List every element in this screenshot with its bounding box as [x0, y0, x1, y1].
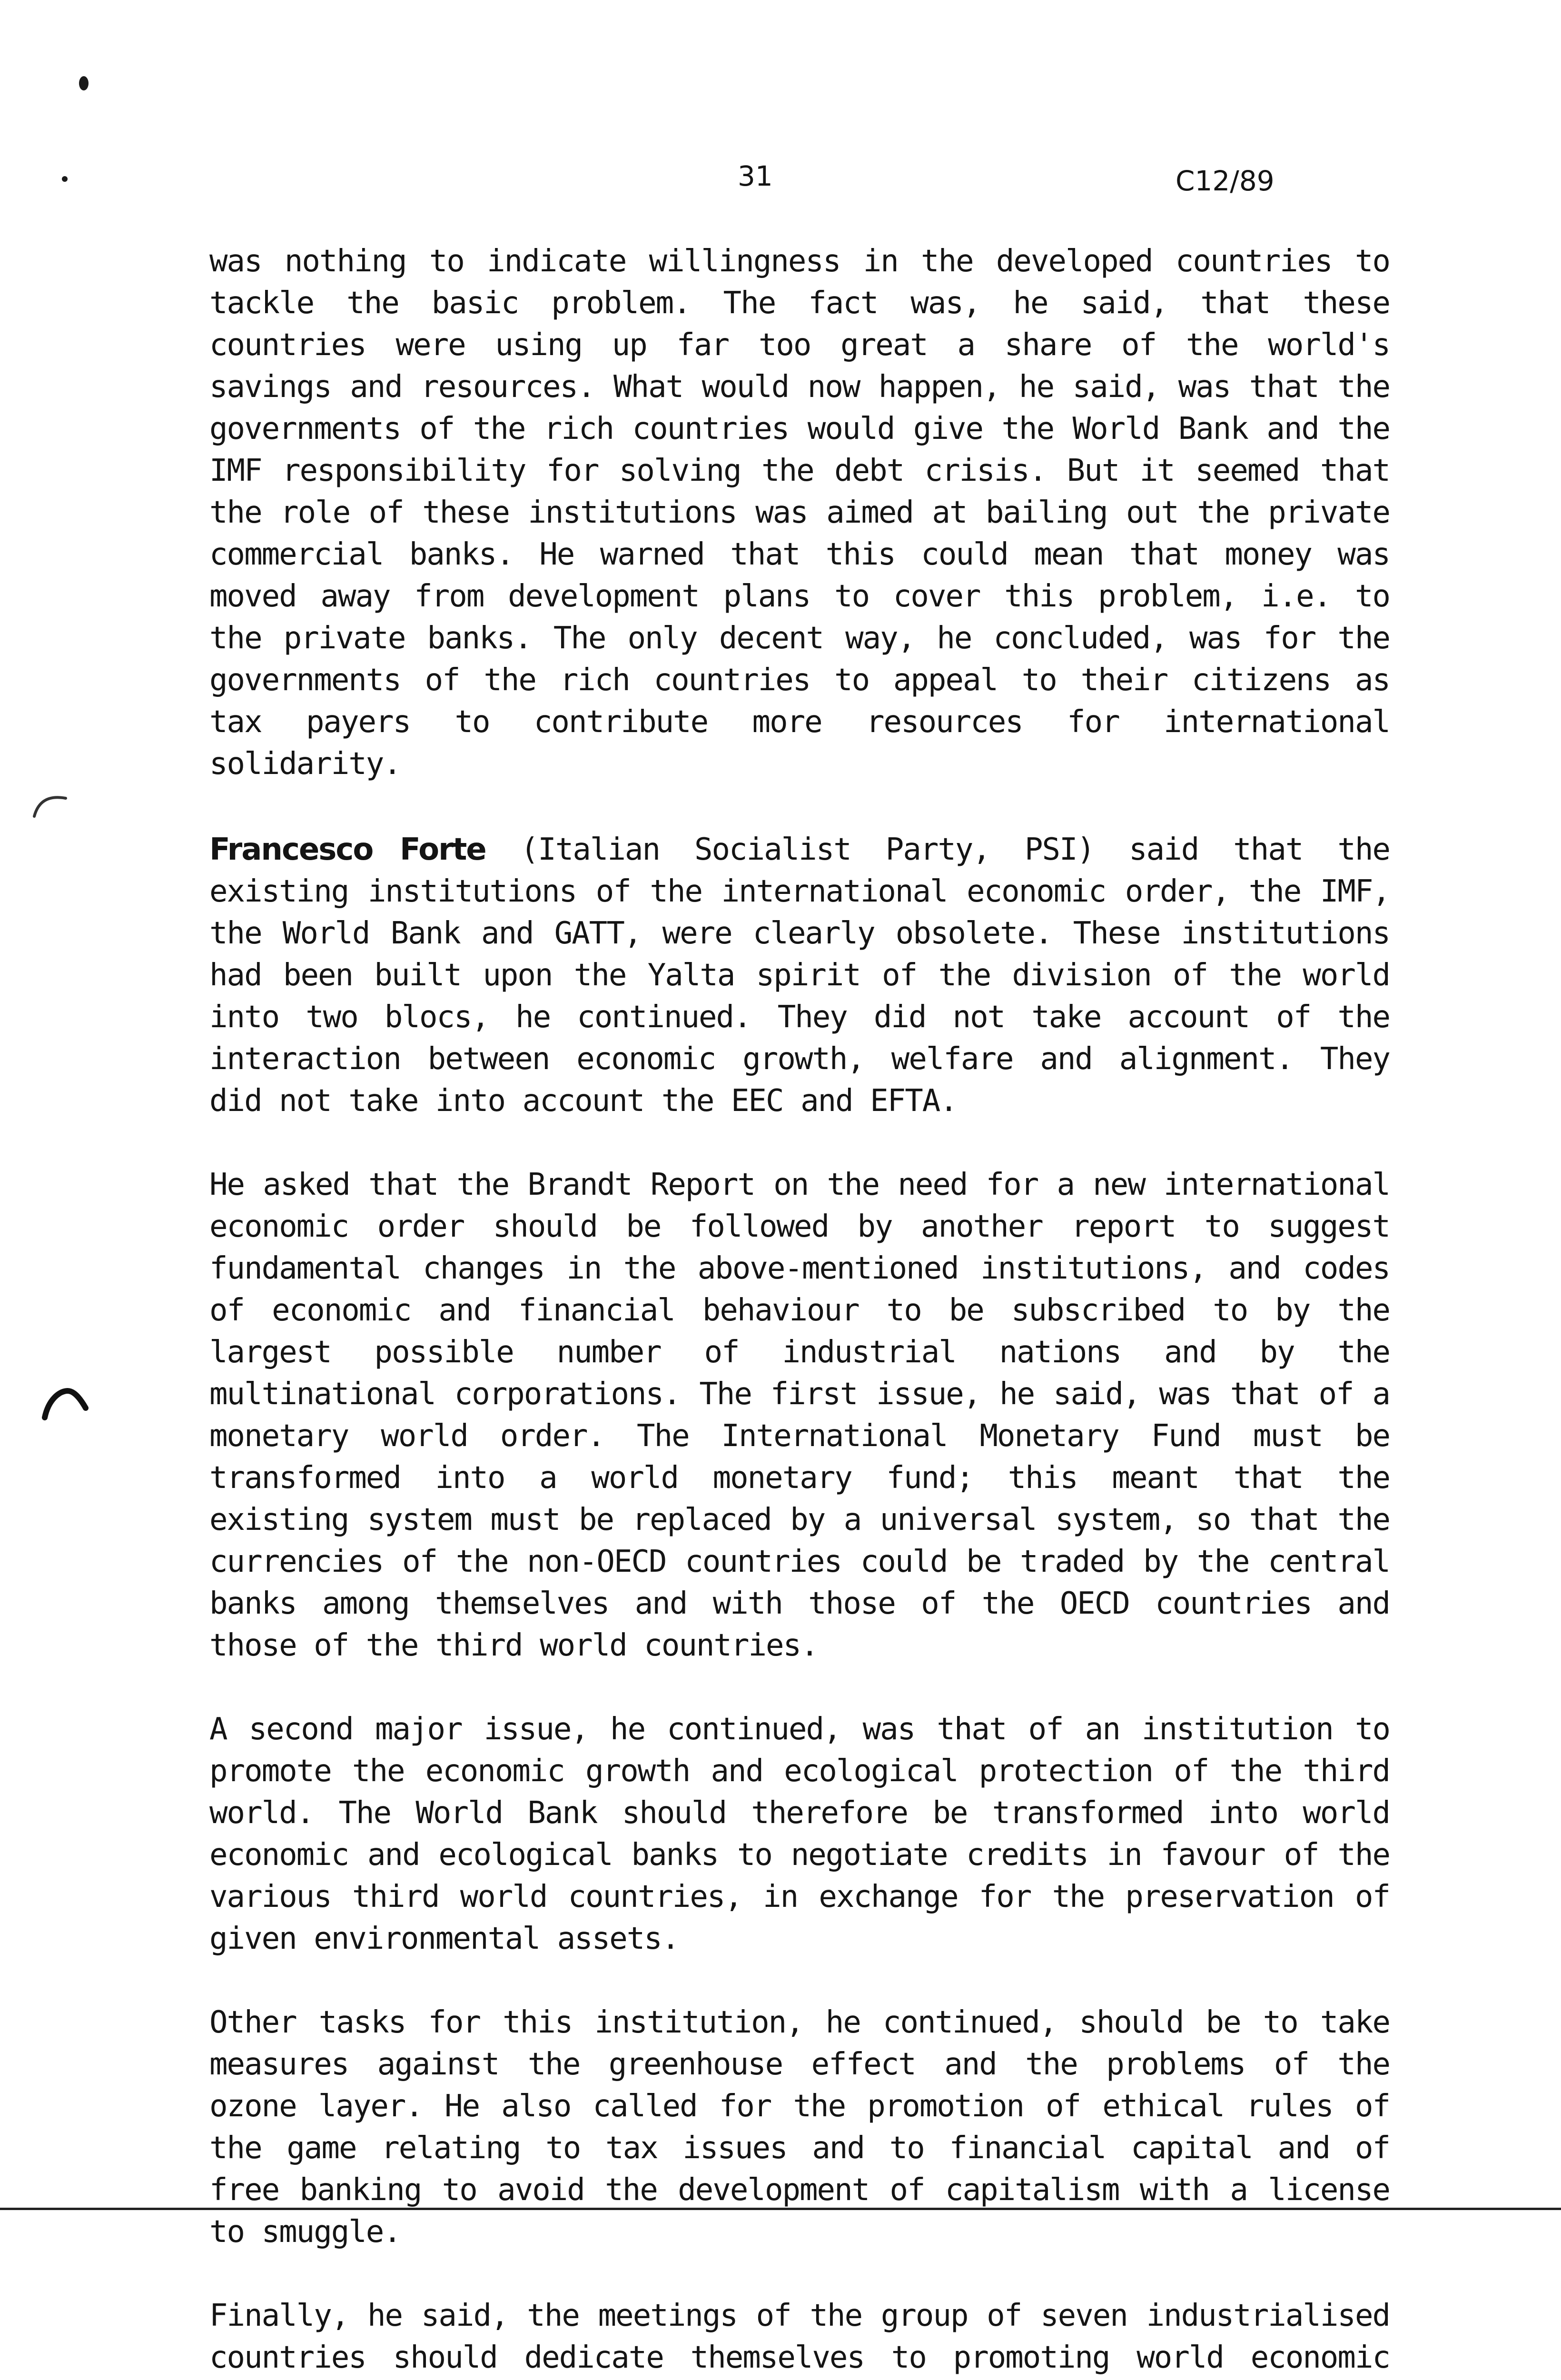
- paragraph-text: (Italian Socialist Party, PSI) said that the existing institutions of the international economic order, the IMF, the World Bank and GATT, were clearly obsolete. These institutions had been built upon the Yalta spirit of the division of the world into two blocs, he continued. They did not take account of the interaction between economic growth, welfare and alignment. They did not take into account the EEC and EFTA.: [209, 832, 1390, 1119]
- document-code: C12/89: [1176, 165, 1274, 197]
- paragraph-text: Other tasks for this institution, he continued, should be to take measures against the greenhouse effect and the problems of the ozone layer. He also called for the promotion of ethical rules of the game relating to tax issues and to financial capital and of free banking to avoid the development of capitalism with a license to smuggle.: [209, 2005, 1390, 2250]
- paragraph: [209, 1164, 1390, 1666]
- body-text: [209, 240, 1390, 2380]
- paragraph: [209, 2295, 1390, 2380]
- paragraph: [209, 2002, 1390, 2253]
- paragraph: [209, 829, 1390, 1122]
- speaker-name: Francesco Forte: [209, 832, 486, 867]
- margin-mark-icon: [29, 788, 71, 821]
- scan-mark-dot: [62, 176, 68, 182]
- paragraph-text: He asked that the Brandt Report on the need for a new international economic order should be followed by another report to suggest fundamental changes in the above-mentioned institutions, and codes of economic and financial behaviour to be subscribed to by the largest possible number of industrial nations and by the multinational corporations. The first issue, he said, was that of a monetary world order. The International Monetary Fund must be transformed into a world monetary fund; this meant that the existing system must be replaced by a universal system, so that the currencies of the non-OECD countries could be traded by the central banks among themselves and with those of the OECD countries and those of the third world countries.: [209, 1167, 1390, 1663]
- paragraph-text: Finally, he said, the meetings of the group of seven industrialised countries should dedicate themselves to promoting world economic: [209, 2298, 1390, 2375]
- paragraph: [209, 240, 1390, 785]
- page-number: 31: [738, 160, 773, 192]
- margin-mark-icon: [38, 1380, 90, 1423]
- paragraph: [209, 1708, 1390, 1960]
- paragraph-text: was nothing to indicate willingness in the developed countries to tackle the basic problem. The fact was, he said, that these countries were using up far too great a share of the world's savings and resources. What would now happen, he said, was that the governments of the rich countries would give the World Bank and the IMF responsibility for solving the debt crisis. But it seemed that the role of these institutions was aimed at bailing out the private commercial banks. He warned that this could mean that money was moved away from development plans to cover this problem, i.e. to the private banks. The only decent way, he concluded, was for the governments of the rich countries to appeal to their citizens as tax payers to contribute more resources for international solidarity.: [209, 244, 1390, 782]
- paragraph-text: A second major issue, he continued, was that of an institution to promote the economic growth and ecological protection of the third world. The World Bank should therefore be transformed into world economic and ecological banks to negotiate credits in favour of the various third world countries, in exchange for the preservation of given environmental assets.: [209, 1712, 1390, 1956]
- scan-mark-dot: [79, 76, 89, 90]
- bottom-rule: [0, 2208, 1561, 2210]
